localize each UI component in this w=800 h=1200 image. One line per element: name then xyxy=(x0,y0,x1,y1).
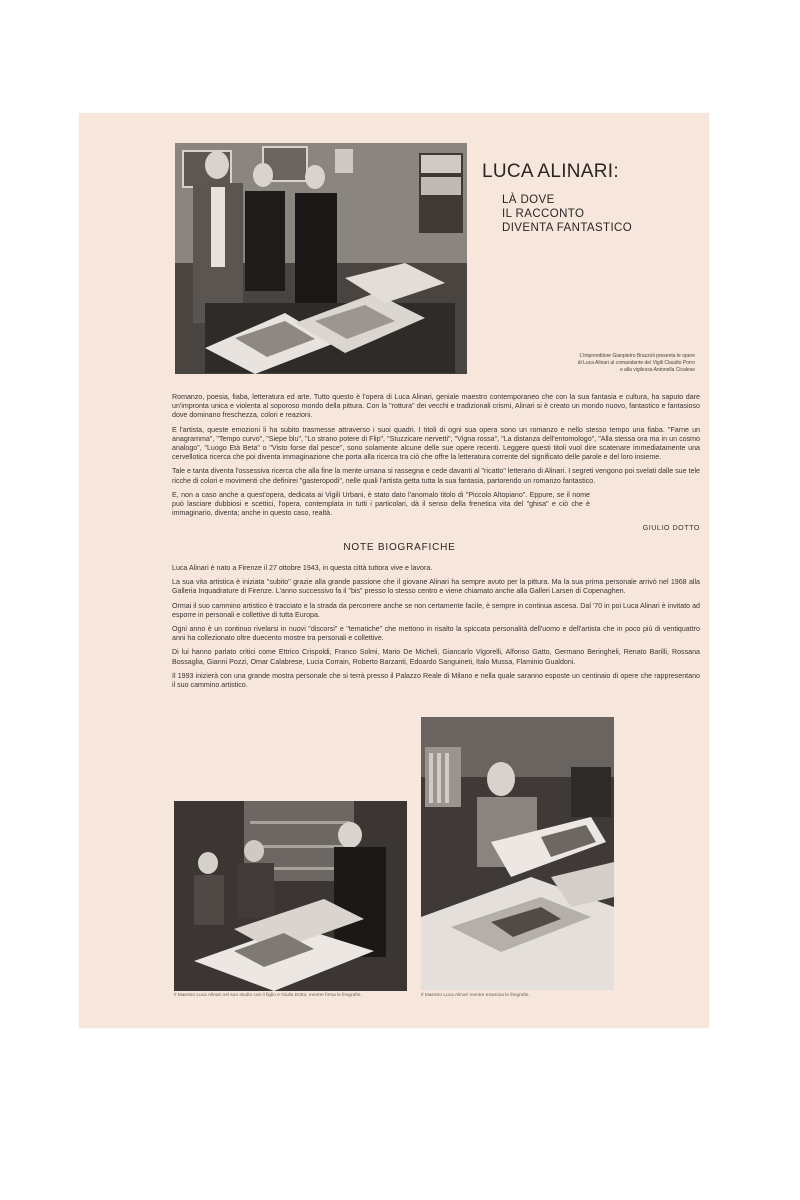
title-block xyxy=(482,161,697,235)
bottom-right-caption: Il Maestro Luca Alinari mentre esamina le litografie. xyxy=(421,993,530,998)
subtitle-line: DIVENTA FANTASTICO xyxy=(502,222,633,234)
poster xyxy=(79,113,709,1028)
intro-text xyxy=(172,393,700,523)
intro-paragraph: Romanzo, poesia, fiaba, letteratura ed arte. Tutto questo è l'opera di Luca Alinari, geniale maestro contemporaneo che con la sua fantasia e cultura, ha saputo dare un'impronta unica e violenta al soporoso mondo della pittura. Con la "rottura" dei vecchi e tradizionali crismi, Alinari si è creato un mondo nuovo, fantastico e fantasioso dove dominano freschezza, colori e reazioni. xyxy=(172,393,700,420)
poster-title: LUCA ALINARI: xyxy=(482,161,619,182)
top-photo-caption xyxy=(457,353,695,374)
intro-paragraph: E, non a caso anche a quest'opera, dedicata ai Vigili Urbani, è stato dato l'anomalo titolo di "Piccolo Altopiano". Eppure, se il nome può lasciare dubbiosi e scettici, l'opera, contemplata in tutti i particolari, dà il senso della frenetica vita del "ghisa" e ciò che è immaginario, diventa; anche in questo caso, realtà. xyxy=(172,490,590,518)
caption-line: L'imprenditore Gianpietro Brazzoli presenta le opere xyxy=(579,353,695,359)
subtitle-line: IL RACCONTO xyxy=(502,208,585,220)
bio-paragraph: Ormai il suo cammino artistico è tracciato e la strada da percorrere anche se non certamente facile, è sempre in continua ascesa. Dal '70 in poi Luca Alinari è invitato ad esporre in personali e collettive di tutta Europa. xyxy=(172,601,700,619)
bio-paragraph: Di lui hanno parlato critici come Ettrico Crispoldi, Franco Solmi, Mario De Micheli, Giancarlo Vigorelli, Alfonso Gatto, Germano Beringheli, Renato Barilli, Rossana Bossaglia, Gianni Pozzi, Omar Calabrese, Lucia Corrain, Roberto Barzanti, Edoardo Sanguineti, Italo Mussa, Flaminio Gualdoni. xyxy=(172,648,700,666)
bio-paragraph: Ogni anno è un continuo rivelarsi in nuovi "discorsi" e "tematiche" che mettono in risalto la spiccata personalità dell'uomo e dell'artista che in poco più di ventiquattro anni ha collezionato oltre duecento mostre tra personali e collettive. xyxy=(172,625,700,643)
signature: GIULIO DOTTO xyxy=(642,523,700,532)
subtitle-line: LÀ DOVE xyxy=(502,194,555,206)
bio-paragraph: La sua vita artistica è iniziata "subito" grazie alla grande passione che il giovane Alinari ha sempre avuto per la pittura. Ma la sua prima personale arrivò nel 1968 alla Galleria Inquadrature di Firenze. L'anno successivo fa il "bis" presso lo stesso centro e viene chiamato anche alla Galleri Larsen di Copenaghen. xyxy=(172,578,700,596)
section-title: NOTE BIOGRAFICHE xyxy=(343,542,456,553)
caption-line: di Luca Alinari al comandante dei Vigili Claudio Porro xyxy=(577,360,695,366)
poster-subtitle xyxy=(482,193,697,235)
photo-artist-signing xyxy=(174,801,407,991)
bottom-left-photo xyxy=(174,801,407,991)
caption-line: e alla vigilessa Antonella Cicalese xyxy=(619,367,695,373)
intro-paragraph: Tale e tanta diventa l'ossessiva ricerca che alla fine la mente umana si rassegna e cede davanti al "ricatto" letterario di Alinari. I segreti vengono poi svelati dalle sue tele ricche di colori e movimenti che definirei "gasteropodi", nelle quali l'artista getta tutta la sua fantasia, partorendo un romanzo fantastico. xyxy=(172,467,700,485)
bottom-left-caption: Il Maestro Luca Alinari nel suo studio con il figlio e Giulio Dotto, mentre firma le litografie. xyxy=(174,993,362,998)
photo-officers-with-prints xyxy=(175,143,467,374)
top-photo xyxy=(175,143,467,374)
bio-paragraph: Il 1993 inizierà con una grande mostra personale che si terrà presso il Palazzo Reale di Milano e nella quale saranno esposte un centinaio di opere che rappresentano il suo cammino artistico. xyxy=(172,671,700,690)
intro-paragraph: E l'artista, queste emozioni li ha subito trasmesse attraverso i suoi quadri. I titoli di ogni sua opera sono un romanzo e nello stesso tempo una fiaba. "Farne un anagramma", "Tempo curvo", "Siepe blu", "Lo strano potere di Flip", "Stuzzicare nervetti", "Vigna rossa", "La distanza dell'entomologo", "Alla stessa ora ma in un cosmo analogo", "Luogo Età Beta" o "Visto forse dal pesce", sono solamente alcune delle sue opere recenti. Leggere questi titoli vuol dire scatenare immediatamente una cervellotica ricerca che poi diventa immaginazione che porta alla ricerca tra ciò che offre la letteratura corrente del significato delle parole e del loro insieme. xyxy=(172,425,700,462)
photo-artist-examining xyxy=(421,717,614,990)
bio-text xyxy=(172,564,700,695)
bio-paragraph: Luca Alinari è nato a Firenze il 27 ottobre 1943, in questa città tuttora vive e lavora. xyxy=(172,564,433,572)
bottom-right-photo xyxy=(421,717,614,990)
